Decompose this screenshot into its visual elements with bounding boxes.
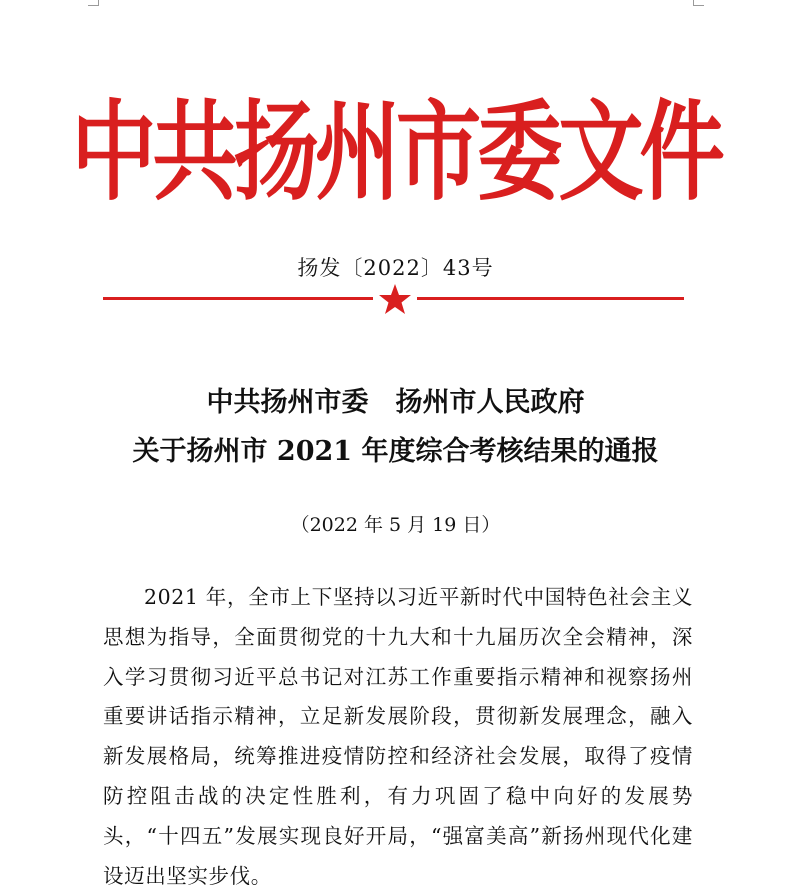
crop-mark-top-right-horizontal [693,5,704,6]
notice-title-line2: 关于扬州市 2021 年度综合考核结果的通报 [132,436,659,467]
document-number: 扬发〔2022〕43号 [297,256,494,280]
issuer-title: 中共扬州市委文件 [71,88,721,216]
document-header [0,88,791,216]
body-paragraph: 2021 年，全市上下坚持以习近平新时代中国特色社会主义思想为指导，全面贯彻党的十九大和十九届历次全会精神，深入学习贯彻习近平总书记对江苏工作重要指示精神和视察扬州重要讲话指示精神，立足新发展阶段，贯彻新发展理念，融入新发展格局，统筹推进疫情防控和经济社会发展，取得了疫情防控阻击战的决定性胜利，有力巩固了稳中向好的发展势头，“十四五”发展实现良好开局，“强富美高”新扬州现代化建设迈出坚实步伐。 [103,585,693,888]
red-star-icon [378,283,412,315]
notice-date: （2022 年 5 月 19 日） [290,514,501,536]
notice-title-line1: 中共扬州市委 扬州市人民政府 [206,387,585,418]
red-rule-right [417,297,684,300]
red-rule-left [103,297,373,300]
crop-mark-top-left-horizontal [88,5,99,6]
